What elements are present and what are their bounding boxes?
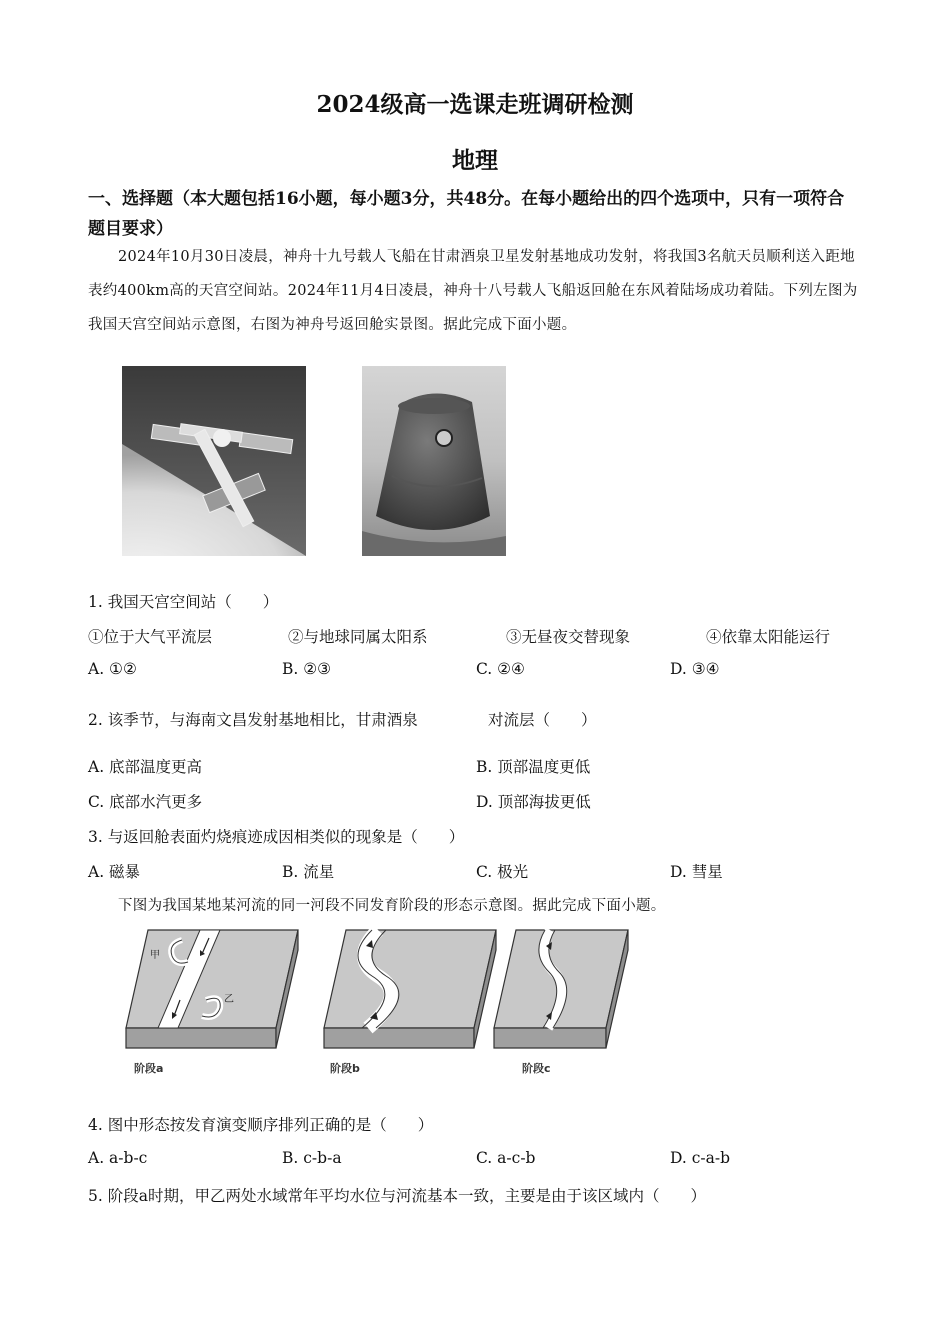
question-2-stem: 2. 该季节，与海南文昌发射基地相比，甘肃酒泉 [88, 711, 418, 729]
q1-option-c[interactable]: C. ②④ [476, 660, 525, 678]
return-capsule-image [362, 366, 506, 556]
stage-c-block [494, 930, 628, 1048]
q4-option-b[interactable]: B. c-b-a [282, 1149, 342, 1167]
river-stages-diagram [108, 924, 648, 1084]
q1-option-b[interactable]: B. ②③ [282, 660, 332, 678]
q1-option-a[interactable]: A. ①② [88, 660, 137, 678]
stage-a-block [126, 930, 298, 1048]
question-2-stem-tail: 对流层（ ） [488, 711, 597, 729]
stage-c-label: 阶段c [522, 1062, 551, 1075]
label-yi: 乙 [224, 994, 234, 1005]
q4-option-a[interactable]: A. a-b-c [88, 1149, 148, 1167]
q1-statement-2: ②与地球同属太阳系 [288, 628, 428, 646]
page-title: 2024级高一选课走班调研检测 [316, 91, 634, 118]
stage-b-block [324, 930, 496, 1048]
space-station-image [122, 366, 306, 556]
question-3-stem: 3. 与返回舱表面灼烧痕迹成因相类似的现象是（ ） [88, 828, 465, 846]
subject-title: 地理 [452, 147, 498, 174]
passage-space-station: 2024年10月30日凌晨，神舟十九号载人飞船在甘肃酒泉卫星发射基地成功发射，将我国3名航天员顺利送入距地表约400km高的天宫空间站。2024年11月4日凌晨，神舟十八号载人飞船返回舱在东风着陆场成功着陆。下列左图为我国天宫空间站示意图，右图为神舟号返回舱实景图。据此完成下面小题。 [88, 249, 858, 333]
q4-option-c[interactable]: C. a-c-b [476, 1149, 536, 1167]
question-5-stem: 5. 阶段a时期，甲乙两处水域常年平均水位与河流基本一致，主要是由于该区域内（ ） [88, 1187, 706, 1205]
q2-option-b[interactable]: B. 顶部温度更低 [476, 758, 591, 776]
q1-option-d[interactable]: D. ③④ [670, 660, 720, 678]
label-jia: 甲 [150, 950, 160, 961]
q2-option-a[interactable]: A. 底部温度更高 [88, 758, 203, 776]
stage-b-label: 阶段b [330, 1062, 360, 1075]
stage-a-label: 阶段a [134, 1062, 164, 1075]
q1-statement-4: ④依靠太阳能运行 [706, 628, 831, 646]
q3-option-b[interactable]: B. 流星 [282, 863, 335, 881]
q3-option-d[interactable]: D. 彗星 [670, 863, 723, 881]
passage-river: 下图为我国某地某河流的同一河段不同发育阶段的形态示意图。据此完成下面小题。 [118, 898, 666, 914]
q1-statement-3: ③无昼夜交替现象 [506, 628, 631, 646]
q2-option-c[interactable]: C. 底部水汽更多 [88, 793, 203, 811]
question-4-stem: 4. 图中形态按发育演变顺序排列正确的是（ ） [88, 1116, 434, 1134]
q3-option-c[interactable]: C. 极光 [476, 863, 529, 881]
q1-statement-1: ①位于大气平流层 [88, 628, 213, 646]
section-heading: 一、选择题（本大题包括16小题，每小题3分，共48分。在每小题给出的四个选项中，只有一项符合题目要求） [88, 189, 845, 239]
q3-option-a[interactable]: A. 磁暴 [88, 863, 141, 881]
question-1-stem: 1. 我国天宫空间站（ ） [88, 593, 279, 611]
q4-option-d[interactable]: D. c-a-b [670, 1149, 731, 1167]
q2-option-d[interactable]: D. 顶部海拔更低 [476, 793, 591, 811]
